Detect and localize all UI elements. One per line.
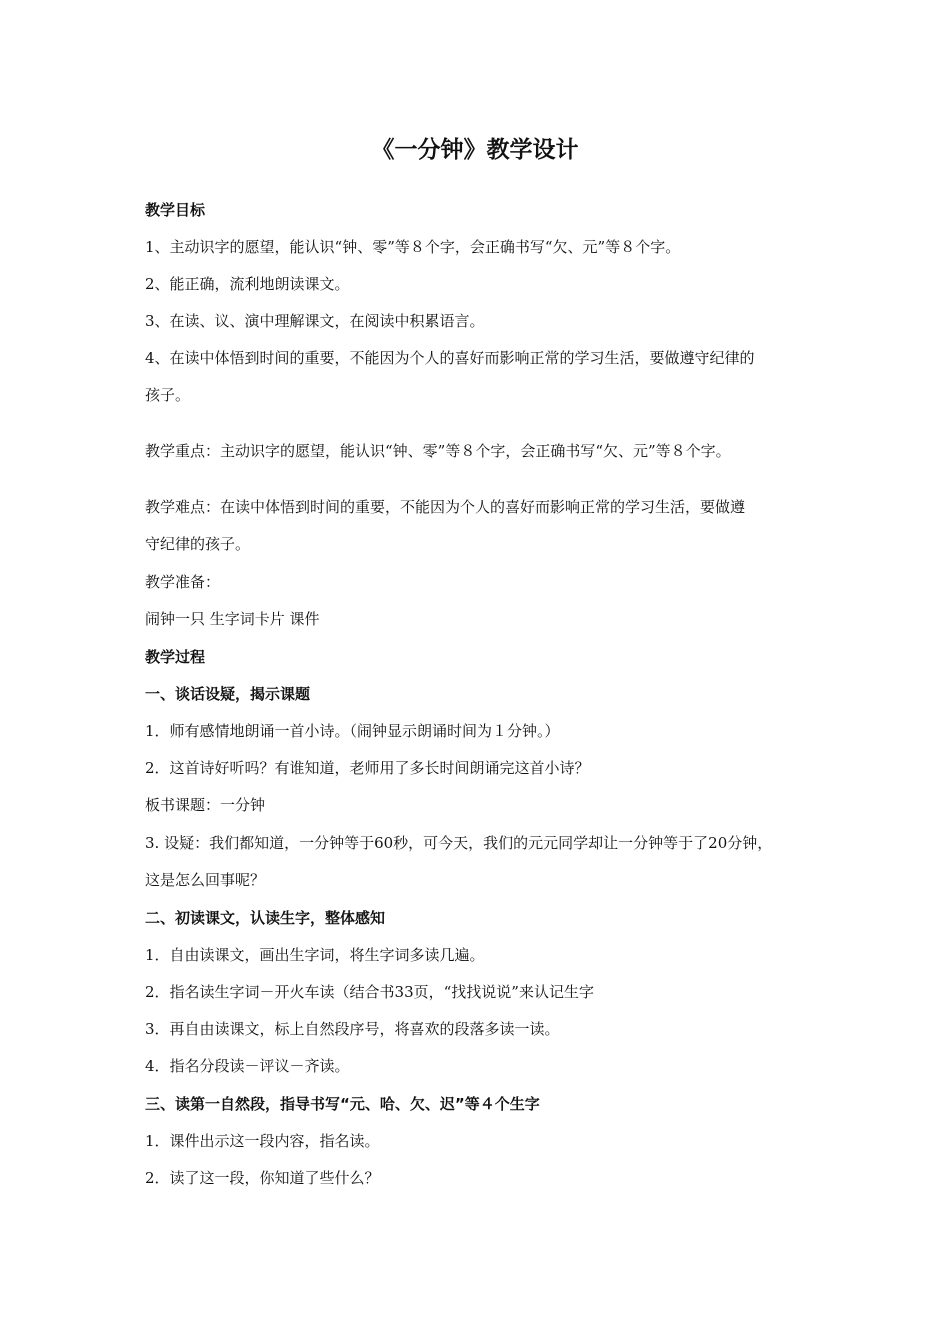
preparation-items: 闹钟一只 生字词卡片 课件: [145, 610, 320, 628]
heading-teaching-process: 教学过程: [145, 648, 206, 666]
section-3-step-1: 1．课件出示这一段内容，指名读。: [145, 1132, 380, 1150]
goal-1: 1、主动识字的愿望，能认识“钟、零”等８个字，会正确书写“欠、元”等８个字。: [145, 238, 681, 256]
heading-teaching-goals: 教学目标: [145, 201, 206, 219]
blackboard-title: 板书课题：一分钟: [145, 796, 266, 814]
section-1-step-3-line-1: 3. 设疑：我们都知道，一分钟等于60秒，可今天，我们的元元同学却让一分钟等于了20分钟，: [145, 834, 773, 852]
goal-3: 3、在读、议、演中理解课文，在阅读中积累语言。: [145, 312, 485, 330]
section-3-step-2: 2．读了这一段，你知道了些什么？: [145, 1169, 380, 1187]
section-1-heading: 一、谈话设疑，揭示课题: [145, 685, 311, 703]
section-3-heading: 三、读第一自然段，指导书写“元、哈、欠、迟”等４个生字: [145, 1095, 540, 1113]
section-2-heading: 二、初读课文，认读生字，整体感知: [145, 909, 386, 927]
section-2-step-1: 1．自由读课文，画出生字词，将生字词多读几遍。: [145, 946, 485, 964]
difficult-points-line-1: 教学难点：在读中体悟到时间的重要，不能因为个人的喜好而影响正常的学习生活，要做遵: [145, 498, 746, 516]
difficult-points-line-2: 守纪律的孩子。: [145, 535, 251, 553]
document-title: 《一分钟》教学设计: [371, 137, 579, 163]
goal-4-line-2: 孩子。: [145, 386, 191, 404]
key-points: 教学重点：主动识字的愿望，能认识“钟、零”等８个字，会正确书写“欠、元”等８个字。: [145, 442, 731, 460]
goal-4-line-1: 4、在读中体悟到时间的重要，不能因为个人的喜好而影响正常的学习生活，要做遵守纪律的: [145, 349, 755, 367]
section-1-step-1: 1．师有感情地朗诵一首小诗。（闹钟显示朗诵时间为１分钟。）: [145, 722, 560, 740]
section-2-step-3: 3．再自由读课文，标上自然段序号，将喜欢的段落多读一读。: [145, 1020, 560, 1038]
section-2-step-2: 2．指名读生字词－开火车读（结合书33页，“找找说说”来认记生字: [145, 983, 594, 1001]
section-1-step-2: 2．这首诗好听吗？有谁知道，老师用了多长时间朗诵完这首小诗？: [145, 759, 590, 777]
goal-2: 2、能正确，流利地朗读课文。: [145, 275, 350, 293]
section-2-step-4: 4．指名分段读－评议－齐读。: [145, 1057, 350, 1075]
preparation-label: 教学准备：: [145, 573, 221, 591]
section-1-step-3-line-2: 这是怎么回事呢？: [145, 871, 266, 889]
